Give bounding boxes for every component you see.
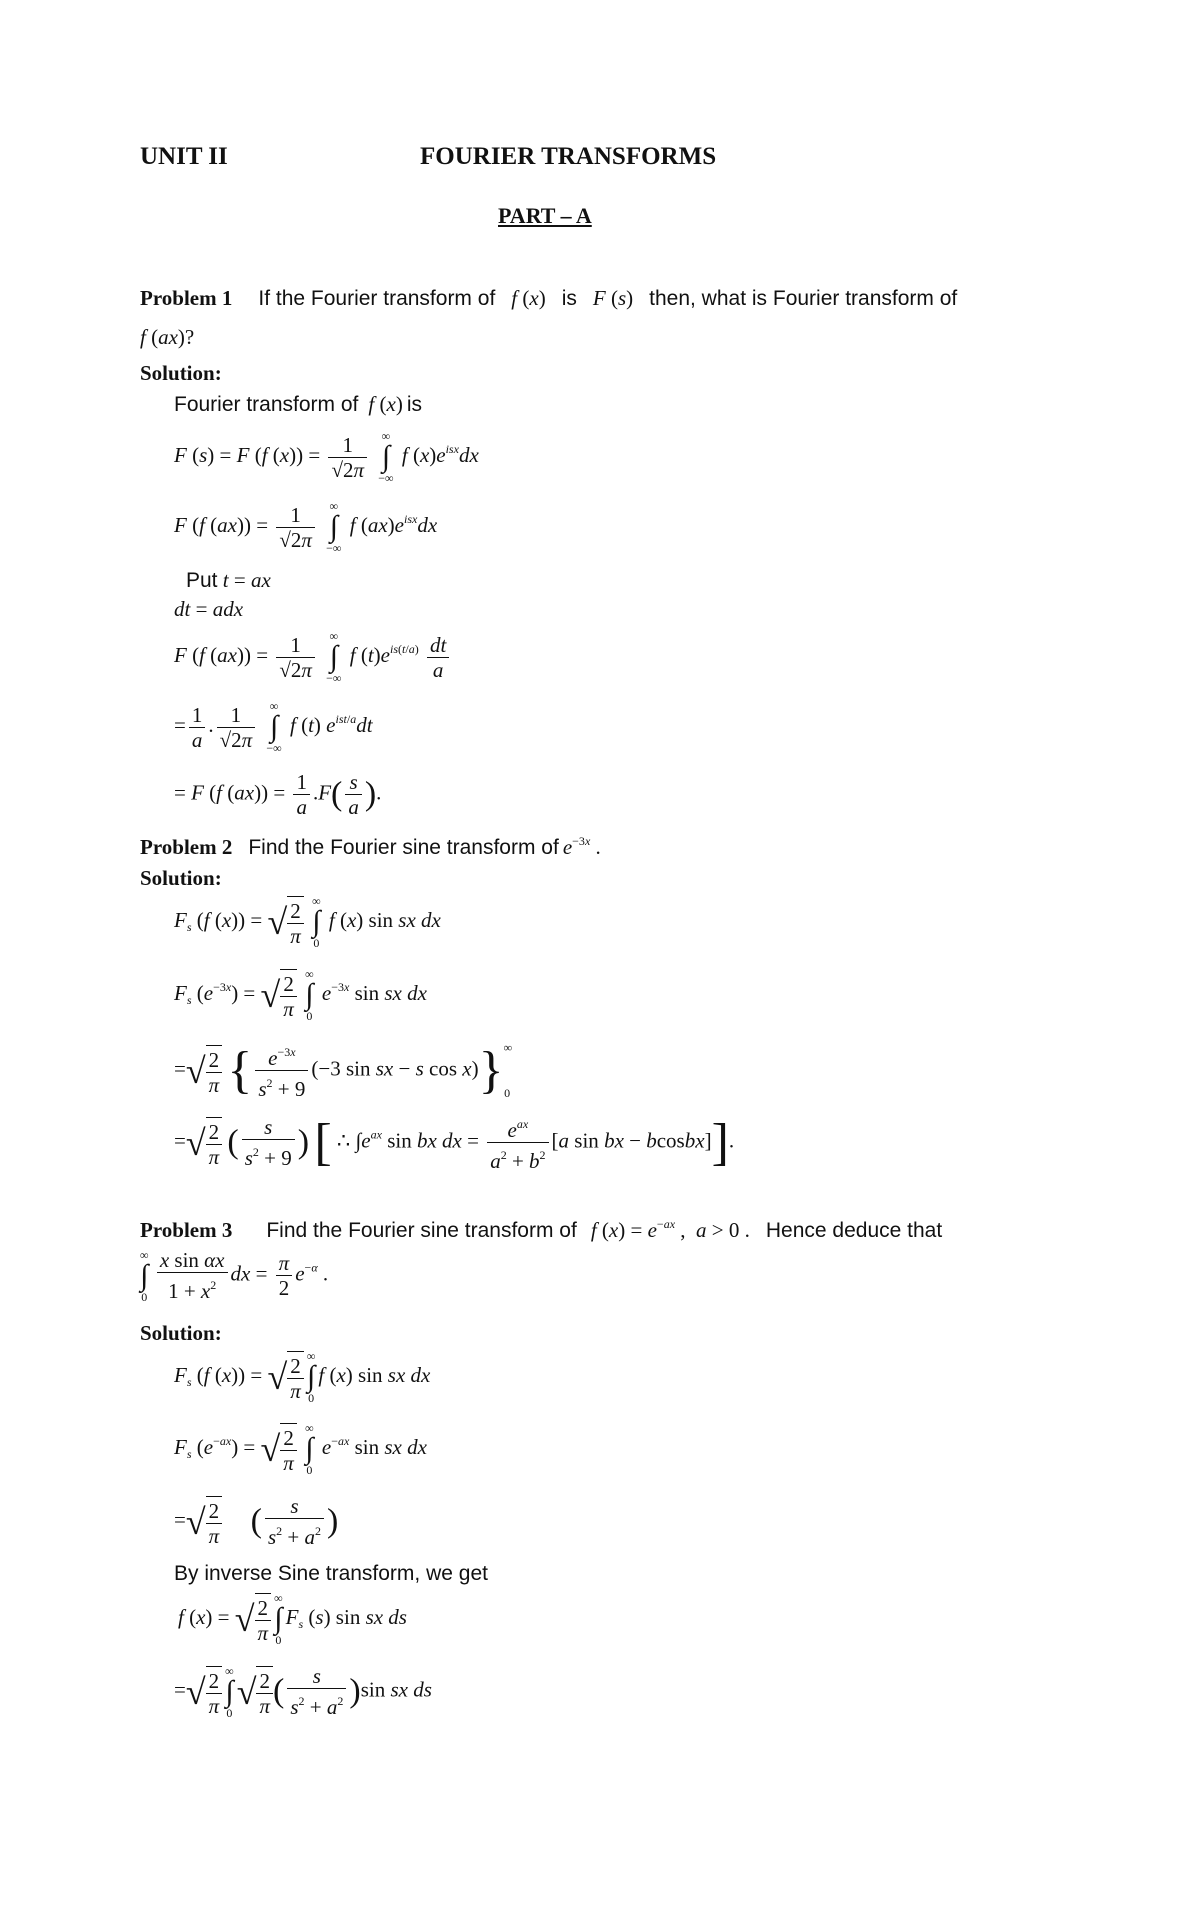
solution-label-3: Solution: xyxy=(140,1321,222,1345)
p1-line-intro: Fourier transform of f (x) is xyxy=(174,392,422,416)
problem-3-label: Problem 3 xyxy=(140,1218,233,1242)
p1-eq-2: F (f (ax)) = $\frac{1}{√2\pi}$ ∞ ∫ −∞ f $(ax)e^{isx}dx$ xyxy=(174,499,438,555)
p3-eq-4: f (x) = √ $\frac{2}{\pi}$ ∞ ∫ 0 $F_s$ (s) sin sx ds xyxy=(178,1591,407,1647)
p3-eq-1: $F_s$ (f (x)) = √ $\frac{2}{\pi}$ ∞ ∫ 0 f (x) sin sx dx xyxy=(174,1349,431,1405)
p2-result: =√ $\frac{2}{\pi}$ ( $\frac{s}{s^2 + 9}$ ) [ ∴ $\int e^{ax}$ sin bx dx = $\frac{e^{ax}}{a^2 + b^2}$ [a sin bx − bcosbx]]. xyxy=(174,1114,735,1173)
problem-2-question: Problem 2 Find the Fourier sine transform of $e^{-3x}$ . xyxy=(140,834,601,859)
solution-label-1: Solution: xyxy=(140,361,222,385)
p3-eq-5: =√ $\frac{2}{\pi}$ ∞ ∫ 0 √ $\frac{2}{\pi}$ ( $\frac{s}{s^2 + a^2}$ )sin sx ds xyxy=(174,1663,432,1720)
problem-1-question: Problem 1 If the Fourier transform of f (x) is F (s) then, what is Fourier transform of xyxy=(140,286,958,310)
p1-result: = F (f (ax)) = $\frac{1}{a}$ .F( $\frac{s}{a}$ ). xyxy=(174,770,382,819)
problem-3-question: Problem 3 Find the Fourier sine transform of f $(x) = e^{-ax}$ , a > 0 . Hence deduce that xyxy=(140,1217,943,1242)
p1-eq-1: F (s) = F (f (x)) = $\frac{1}{√2\pi}$ ∞ ∫ −∞ f $(x)e^{isx}dx$ xyxy=(174,429,479,485)
p2-eq-2: $F_s$ $(e^{-3x})$ = √ $\frac{2}{\pi}$ ∞ ∫ 0 $e^{-3x}$ sin sx dx xyxy=(174,967,427,1023)
p3-eq-2: $F_s$ $(e^{-ax})$ = √ $\frac{2}{\pi}$ ∞ ∫ 0 $e^{-ax}$ sin sx dx xyxy=(174,1421,427,1477)
problem-3-deduce: ∞ ∫ 0 $\frac{\text{x sin αx}}{1 + x^2}$ dx = $\frac{\pi}{2}$ $e^{-\alpha}$ . xyxy=(140,1247,329,1304)
problem-1-question-cont: f (ax)? xyxy=(140,325,195,349)
problem-1-label: Problem 1 xyxy=(140,286,233,310)
problem-2-label: Problem 2 xyxy=(140,835,233,859)
p3-inverse-text: By inverse Sine transform, we get xyxy=(174,1562,488,1585)
p1-eq-4: = $\frac{1}{a}$ . $\frac{1}{√2\pi}$ ∞ ∫ −∞ f (t) $e^{ist/a}dt$ xyxy=(174,699,373,755)
part-heading: PART – A xyxy=(498,203,592,228)
p1-eq-3: F (f (ax)) = $\frac{1}{√2\pi}$ ∞ ∫ −∞ f $(t)e^{is(t/a)}$ $\frac{dt}{a}$ xyxy=(174,630,452,684)
page-title: FOURIER TRANSFORMS xyxy=(420,143,717,170)
p2-eq-1: $F_s$ (f (x)) = √ $\frac{2}{\pi}$ ∞ ∫ 0 f (x) sin sx dx xyxy=(174,894,441,950)
p2-eq-3: =√ $\frac{2}{\pi}$ { $\frac{e^{-3x}}{s^2 + 9}$ (−3 sin sx − s $\cos x)\}^\infty_0$ xyxy=(174,1040,513,1101)
p1-differential: dt = adx xyxy=(174,597,244,621)
solution-label-2: Solution: xyxy=(140,866,222,890)
p1-substitution: Put t = ax xyxy=(186,568,271,592)
p3-eq-3: =√ $\frac{2}{\pi}$ ( $\frac{s}{s^2 + a^2}$ ) xyxy=(174,1494,339,1549)
unit-label: UNIT II xyxy=(140,143,228,170)
